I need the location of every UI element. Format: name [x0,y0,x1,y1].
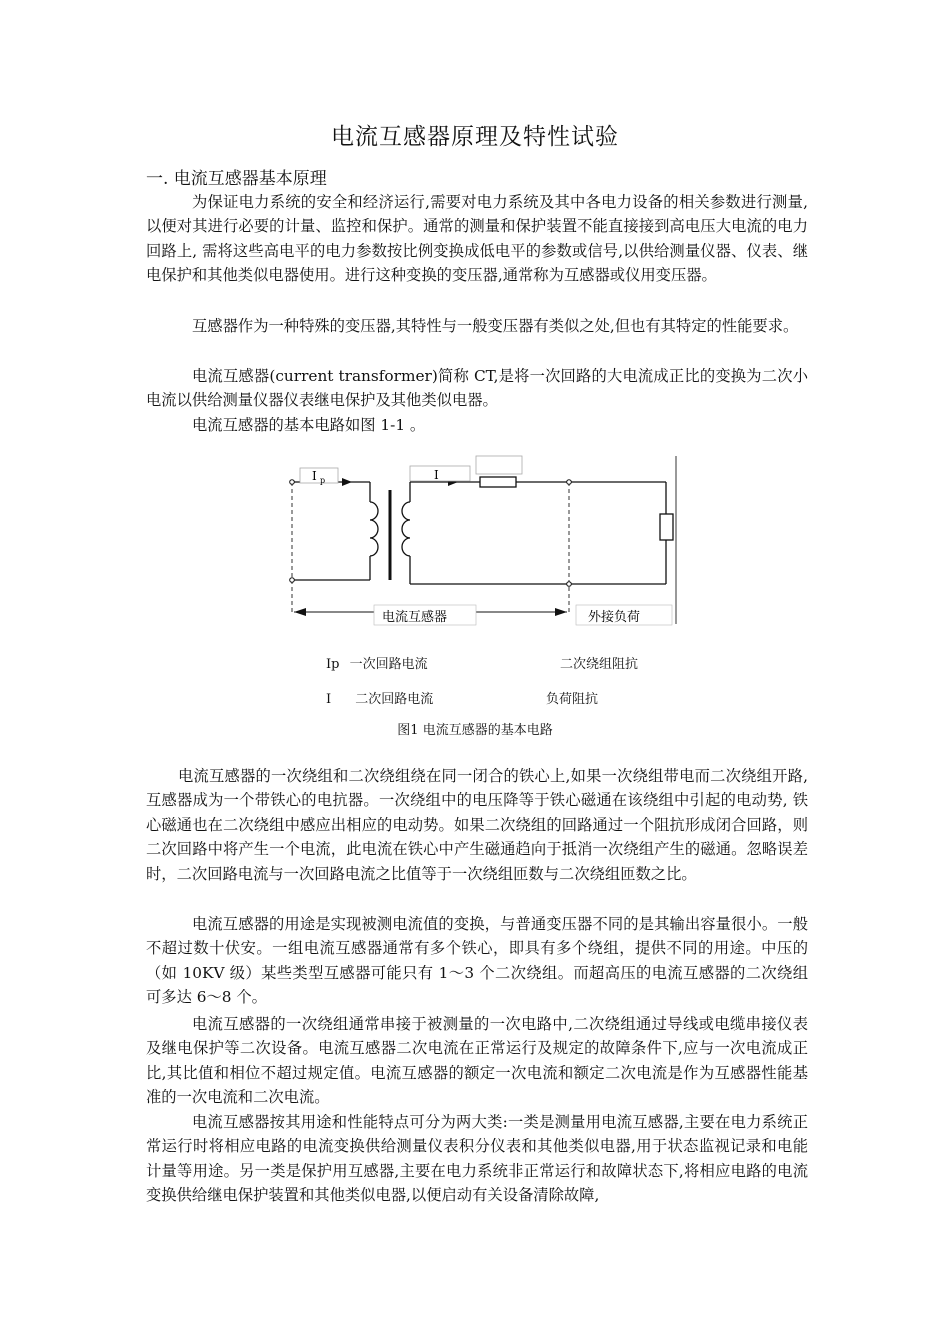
primary-coil [370,502,378,556]
ct-circuit-diagram [280,452,700,632]
legend-secondary-impedance: 二次绕组阻抗 [560,657,639,672]
paragraph: 电流互感器按其用途和性能特点可分为两大类:一类是测量用电流互感器,主要在电力系统正常运行时将相应电路的电流变换供给测量仪表积分仪表和其他类似电器,用于状态监视记录和电能计量等用途。另一类是保护用互感器,主要在电力系统非正常运行和故障状态下,将相应电路的电流变换供给继电保护装置和其他类似电器,以便启动有关设备清除故障, [146,1113,808,1205]
paragraph: 电流互感器的一次绕组和二次绕组绕在同一闭合的铁心上,如果一次绕组带电而二次绕组开路,互感器成为一个带铁心的电抗器。一次绕组中的电压降等于铁心磁通在该绕组中引起的电动势, 铁心磁通也在二次绕组中感应出相应的电动势。如果二次绕组的回路通过一个阻抗形成闭合回路，则二次回路中将产生一个电流，此电流在铁心中产生磁通趋向于抵消一次绕组产生的磁通。忽略误差时，二次回路电流与一次回路电流之比值等于一次绕组匝数与二次绕组匝数之比。 [146,767,808,883]
terminal-dot [290,480,295,485]
i-label-box [410,466,470,481]
secondary-coil [402,502,410,556]
ip-label-box [300,468,338,483]
terminal-dot [290,578,295,583]
paragraph: 互感器作为一种特殊的变压器,其特性与一般变压器有类似之处,但也有其特定的性能要求。 [192,317,799,335]
i-label: I [434,468,439,482]
section-heading: 一. 电流互感器基本原理 [146,169,327,189]
legend-text: 二次回路电流 [355,692,434,707]
arrow-right-icon [555,608,567,616]
paragraph: 电流互感器的一次绕组通常串接于被测量的一次电路中,二次绕组通过导线或电缆串接仪表及继电保护等二次设备。电流互感器二次电流在正常运行及规定的故障条件下,应与一次电流成正比,其比值和相位不超过规定值。电流互感器的额定一次电流和额定二次电流是作为互感器性能基准的一次电流和二次电流。 [146,1015,808,1107]
legend-load-impedance: 负荷阻抗 [546,692,599,707]
secondary-impedance-resistor [480,477,516,487]
ip-label-sub: p [320,476,326,485]
paragraph: 电流互感器(current transformer)简称 CT,是将一次回路的大电流成正比的变换为二次小电流以供给测量仪器仪表继电保护及其他类似电器。 [146,367,808,410]
legend-i [326,688,433,707]
paragraph: 电流互感器的用途是实现被测电流值的变换，与普通变压器不同的是其输出容量很小。一般不超过数十伏安。一组电流互感器通常有多个铁心，即具有多个绕组，提供不同的用途。中压的（如 10KV 级）某些类型互感器可能只有 1～3 个二次绕组。而超高压的电流互感器的二次绕组可多达 6～8 个。 [146,915,808,1007]
legend-ip [326,653,428,672]
ip-arrow-icon [342,478,352,486]
paragraph: 电流互感器的基本电路如图 1-1 。 [192,416,426,434]
load-label: 外接负荷 [588,610,641,625]
arrow-left-icon [294,608,306,616]
ip-label: I [312,469,317,483]
paragraph: 为保证电力系统的安全和经济运行,需要对电力系统及其中各电力设备的相关参数进行测量,以便对其进行必要的计量、监控和保护。通常的测量和保护装置不能直接接到高电压大电流的电力回路上, 需将这些高电平的电力参数按比例变换成低电平的参数或信号,以供给测量仪器、仪表、继电保护和其他类似电器使用。进行这种变换的变压器,通常称为互感器或仪用变压器。 [146,193,808,285]
impedance-label-box [476,456,522,474]
legend-symbol: I [326,692,332,707]
legend-symbol: Ip [326,657,340,672]
load-resistor [660,514,673,540]
ct-label: 电流互感器 [382,610,448,625]
figure-caption: 图1 电流互感器的基本电路 [397,723,553,738]
legend-text: 一次回路电流 [349,657,428,672]
terminal-dot [567,582,572,587]
document-title: 电流互感器原理及特性试验 [331,124,619,150]
terminal-dot [567,480,572,485]
